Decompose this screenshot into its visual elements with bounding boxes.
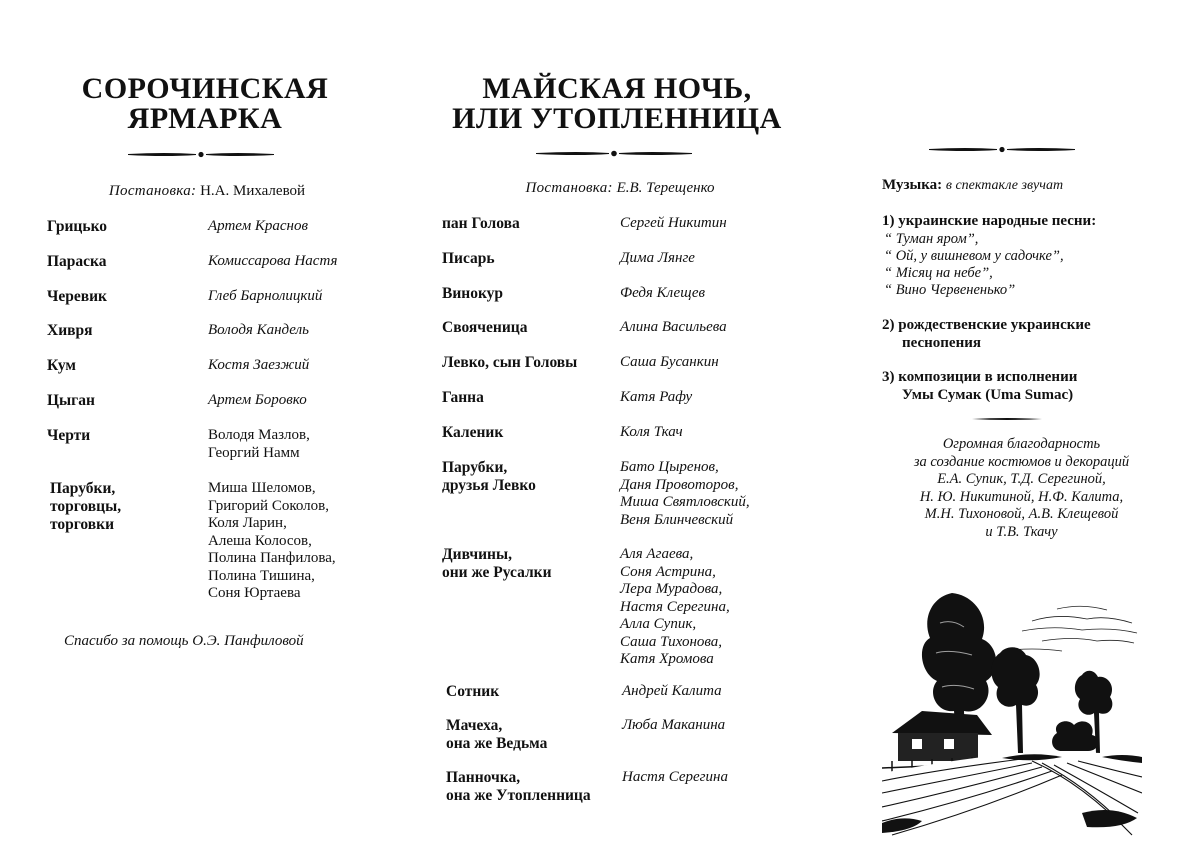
actor-name: Сергей Никитин [620, 215, 727, 231]
role-name: Мачеха, она же Ведьма [446, 717, 548, 752]
column-music [830, 0, 1183, 852]
actor-name: Аля Агаева, Соня Астрина, Лера Мурадова, Настя Серегина, Алла Супик, Саша Тихонова, Катя Хромова [620, 546, 730, 667]
role-name: Винокур [442, 285, 504, 302]
actor-name: Дима Лянге [620, 250, 695, 266]
actor-name: Саша Бусанкин [620, 354, 719, 370]
play-title-mayskaya-noch: МАЙСКАЯ НОЧЬ, ИЛИ УТОПЛЕННИЦА [452, 72, 782, 135]
song-title: “ Ой, у вишневом у садочке”, [884, 248, 1064, 264]
role-name: Хивря [47, 322, 93, 339]
role-name: Свояченица [442, 319, 528, 336]
director-line: Постановка: Н.А. Михалевой [108, 183, 306, 199]
role-name: Черевик [47, 288, 107, 305]
song-list [884, 231, 1064, 299]
village-landscape-illustration [882, 583, 1142, 843]
role-name: Черти [47, 427, 91, 444]
role-name: Парубки, друзья Левко [442, 459, 536, 494]
role-name: Кум [47, 357, 76, 374]
director-line: Постановка: Е.В. Терещенко [525, 180, 715, 196]
actor-name: Люба Маканина [622, 717, 726, 733]
actor-name: Коля Ткач [620, 424, 683, 440]
role-name: Парубки, торговцы, торговки [50, 480, 122, 533]
gratitude-note: Огромная благодарность за создание костюмов и декораций Е.А. Супик, Т.Д. Серегиной, Н. Ю. Никитиной, Н.Ф. Калита, М.Н. Тихоновой, А.В. Клещевой и Т.В. Ткачу [913, 436, 1130, 540]
ornament-divider [534, 148, 694, 158]
play-title-sorochinskaya: СОРОЧИНСКАЯ ЯРМАРКА [81, 72, 329, 135]
actor-name: Алина Васильева [620, 319, 727, 335]
music-item-folk: 1) украинские народные песни: [882, 213, 1097, 229]
song-title: “ Туман яром”, [884, 231, 979, 247]
music-item-christmas: 2) рождественские украинские песнопения [882, 317, 1091, 351]
role-name: Ганна [442, 389, 484, 406]
actor-name: Комиссарова Настя [208, 253, 338, 269]
role-name: Левко, сын Головы [442, 354, 578, 371]
song-title: “ Вино Червененько” [884, 282, 1016, 298]
actor-name: Глеб Барнолицкий [208, 288, 323, 304]
actor-name: Бато Цыренов, Даня Провоторов, Миша Святловский, Веня Блинчевский [620, 459, 750, 528]
music-item-uma-sumac: 3) композиции в исполнении Умы Сумак (Uma Sumac) [882, 369, 1078, 403]
ornament-divider [927, 144, 1077, 154]
column-sorochinskaya [0, 0, 410, 852]
actor-name: Андрей Калита [622, 683, 722, 699]
role-name: Сотник [446, 683, 500, 700]
actor-name: Володя Кандель [208, 322, 309, 338]
role-name: Цыган [47, 392, 95, 409]
song-title: “ Мiсяц на небе”, [884, 265, 993, 281]
role-name: Параска [47, 253, 107, 270]
role-name: Панночка, она же Утопленница [446, 769, 591, 804]
column-mayskaya-noch [410, 0, 830, 852]
music-heading: Музыка: в спектакле звучат [882, 177, 1064, 193]
ornament-divider [126, 149, 276, 159]
role-name: Писарь [442, 250, 495, 267]
role-name: Каленик [442, 424, 504, 441]
role-name: Грицько [47, 218, 108, 235]
actor-name: Костя Заезжий [208, 357, 310, 373]
thanks-note: Спасибо за помощь О.Э. Панфиловой [64, 633, 304, 649]
role-name: пан Голова [442, 215, 520, 232]
actor-name: Артем Краснов [208, 218, 308, 234]
actor-name: Артем Боровко [208, 392, 307, 408]
actor-name: Миша Шеломов, Григорий Соколов, Коля Ларин, Алеша Колосов, Полина Панфилова, Полина Тишина, Соня Юртаева [208, 480, 336, 601]
actor-name: Володя Мазлов, Георгий Намм [208, 427, 310, 461]
actor-name: Настя Серегина [622, 769, 728, 785]
role-name: Дивчины, они же Русалки [442, 546, 552, 581]
actor-name: Катя Рафу [620, 389, 693, 405]
short-divider [972, 416, 1042, 426]
actor-name: Федя Клещев [620, 285, 706, 301]
